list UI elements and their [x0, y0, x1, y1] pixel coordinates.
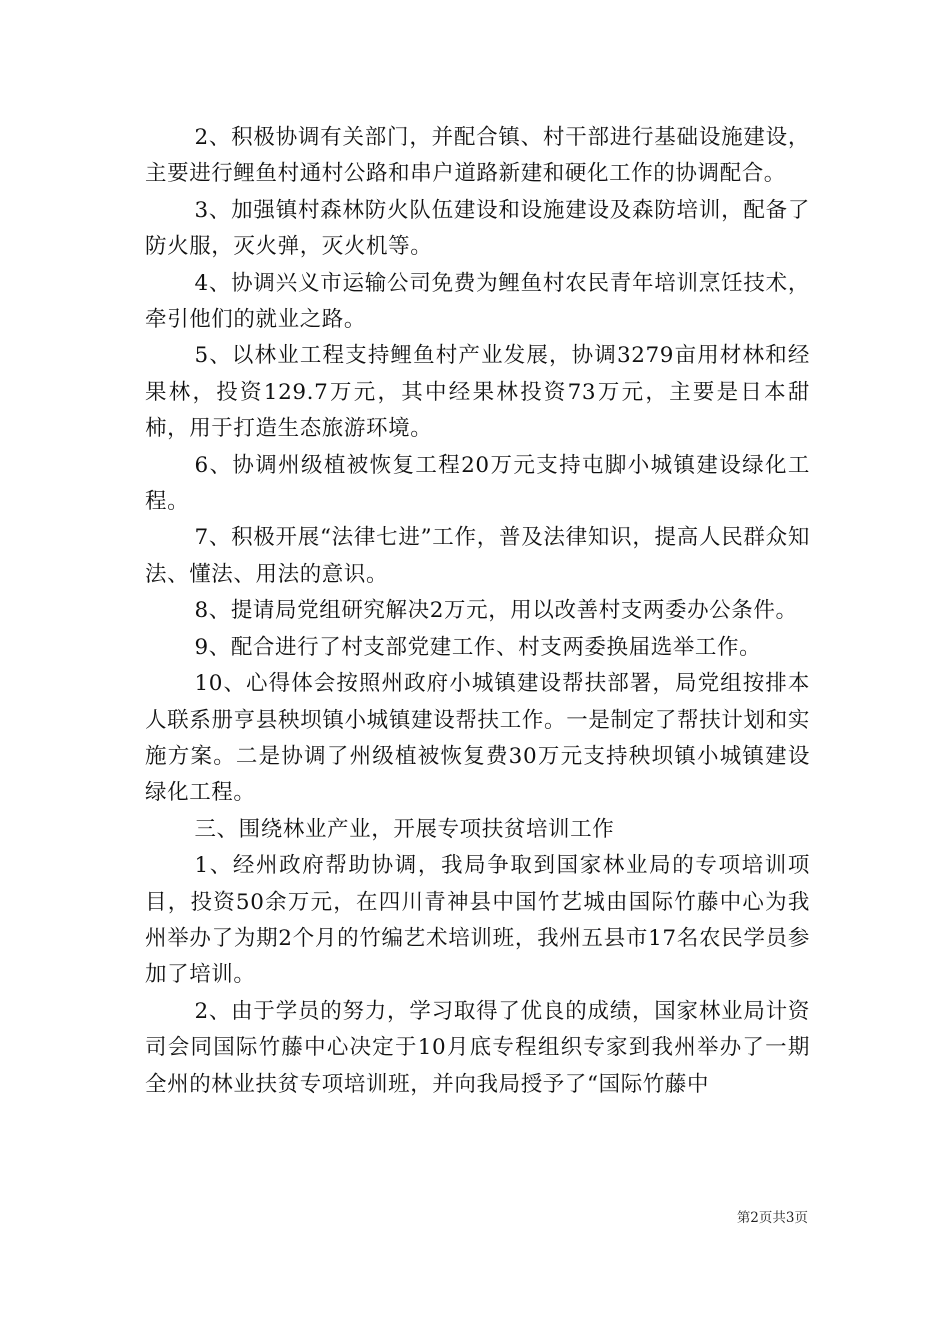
paragraph-item-9: 9、配合进行了村支部党建工作、村支两委换届选举工作。 — [194, 634, 762, 660]
page-number: 第2页共3页 — [736, 1210, 808, 1226]
document-body — [145, 120, 810, 1103]
paragraph-item-5: 5、以林业工程支持鲤鱼村产业发展，协调3279亩用材林和经果林，投资129.7万元，其中经果林投资73万元，主要是日本甜柿，用于打造生态旅游环境。 — [145, 343, 810, 442]
paragraph-item-4: 4、协调兴义市运输公司免费为鲤鱼村农民青年培训烹饪技术，牵引他们的就业之路。 — [145, 270, 810, 333]
paragraph-training-2: 2、由于学员的努力，学习取得了优良的成绩，国家林业局计资司会同国际竹藤中心决定于10月底专程组织专家到我州举办了一期全州的林业扶贫专项培训班，并向我局授予了“国际竹藤中 — [145, 998, 810, 1097]
paragraph-item-3: 3、加强镇村森林防火队伍建设和设施建设及森防培训，配备了防火服，灭火弹，灭火机等。 — [145, 197, 810, 260]
paragraph-item-10: 10、心得体会按照州政府小城镇建设帮扶部署，局党组按排本人联系册亨县秧坝镇小城镇建设帮扶工作。一是制定了帮扶计划和实施方案。二是协调了州级植被恢复费30万元支持秧坝镇小城镇建设绿化工程。 — [145, 671, 810, 806]
paragraph-item-6: 6、协调州级植被恢复工程20万元支持屯脚小城镇建设绿化工程。 — [145, 452, 810, 515]
section-heading-3: 三、围绕林业产业，开展专项扶贫培训工作 — [194, 816, 615, 842]
paragraph-item-8: 8、提请局党组研究解决2万元，用以改善村支两委办公条件。 — [194, 598, 798, 624]
paragraph-item-7: 7、积极开展“法律七进”工作，普及法律知识，提高人民群众知法、懂法、用法的意识。 — [145, 525, 810, 587]
paragraph-item-2: 2、积极协调有关部门，并配合镇、村干部进行基础设施建设，主要进行鲤鱼村通村公路和串户道路新建和硬化工作的协调配合。 — [145, 125, 810, 187]
paragraph-training-1: 1、经州政府帮助协调，我局争取到国家林业局的专项培训项目，投资50余万元，在四川青神县中国竹艺城由国际竹藤中心为我州举办了为期2个月的竹编艺术培训班，我州五县市17名农民学员参加了培训。 — [145, 853, 810, 988]
